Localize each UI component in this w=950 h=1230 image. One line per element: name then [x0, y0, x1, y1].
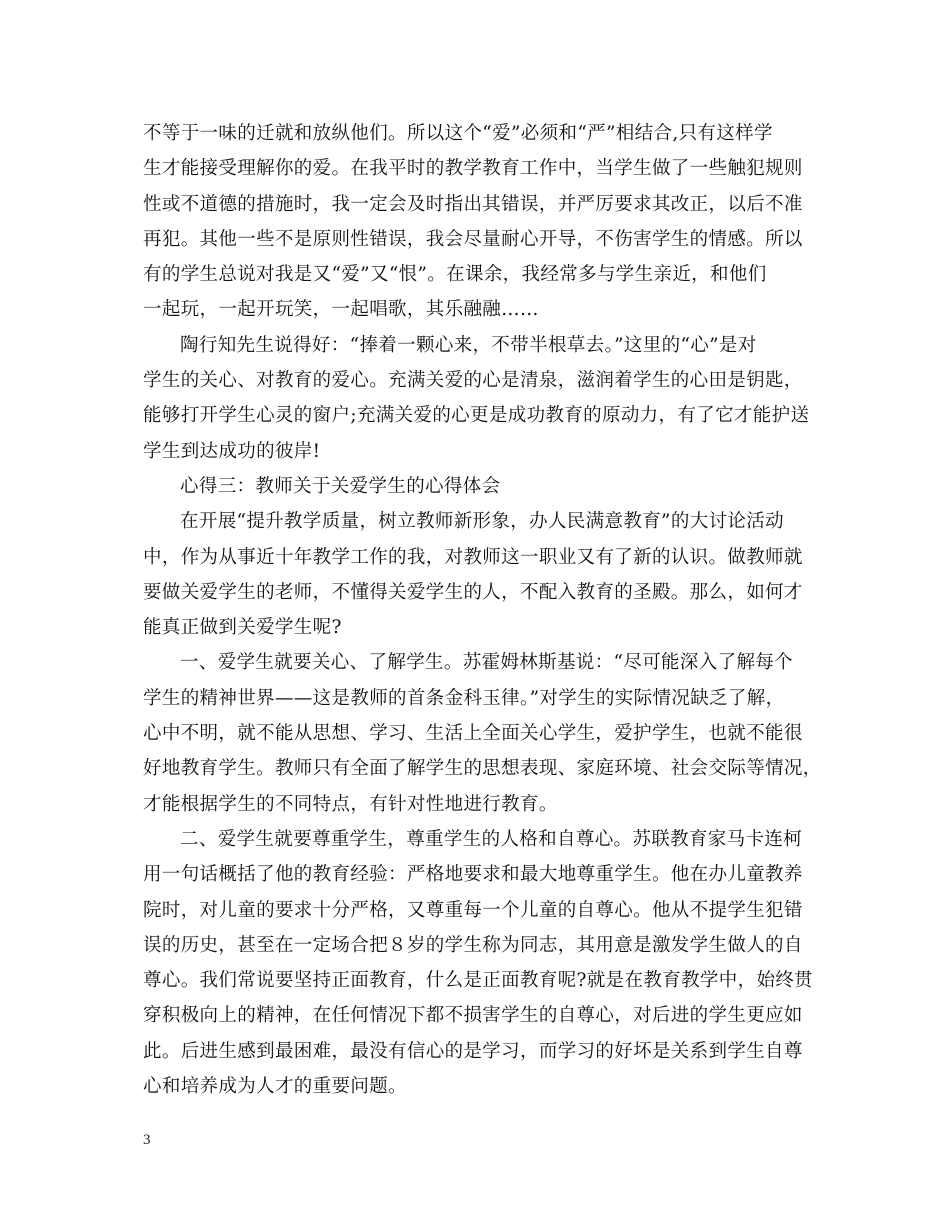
text-line: 在开展“提升教学质量，树立教师新形象，办人民满意教育”的大讨论活动: [180, 511, 784, 533]
text-line: 生才能接受理解你的爱。在我平时的教学教育工作中，当学生做了一些触犯规则: [143, 158, 803, 180]
text-line: 有的学生总说对我是又“爱”又“恨”。在课余，我经常多与学生亲近，和他们: [143, 264, 767, 286]
text-line: 能够打开学生心灵的窗户;充满关爱的心更是成功教育的原动力，有了它才能护送: [143, 405, 810, 427]
text-line: 一起玩，一起开玩笑，一起唱歌，其乐融融……: [143, 299, 539, 321]
text-line: 中，作为从事近十年教学工作的我，对教师这一职业又有了新的认识。做教师就: [143, 546, 803, 568]
text-line: 心得三：教师关于关爱学生的心得体会: [180, 475, 501, 497]
text-line: 好地教育学生。教师只有全面了解学生的思想表现、家庭环境、社会交际等情况，: [143, 758, 822, 780]
text-line: 能真正做到关爱学生呢?: [143, 617, 342, 639]
text-line: 误的历史，甚至在一定场合把８岁的学生称为同志，其用意是激发学生做人的自: [143, 934, 803, 956]
text-line: 才能根据学生的不同特点，有针对性地进行教育。: [143, 793, 558, 815]
text-line: 心中不明，就不能从思想、学习、生活上全面关心学生，爱护学生，也就不能很: [143, 723, 803, 745]
text-line: 穿积极向上的精神，在任何情况下都不损害学生的自尊心，对后进的学生更应如: [143, 1005, 803, 1027]
text-line: 院时，对儿童的要求十分严格，又尊重每一个儿童的自尊心。他从不提学生犯错: [143, 899, 803, 921]
text-line: 性或不道德的措施时，我一定会及时指出其错误，并严厉要求其改正，以后不准: [143, 193, 803, 215]
text-line: 不等于一味的迁就和放纵他们。所以这个“爱”必须和“严”相结合,只有这样学: [143, 123, 773, 144]
text-line: 要做关爱学生的老师，不懂得关爱学生的人，不配入教育的圣殿。那么，如何才: [143, 581, 803, 603]
text-line: 心和培养成为人才的重要问题。: [143, 1076, 407, 1098]
text-line: 二、爱学生就要尊重学生，尊重学生的人格和自尊心。苏联教育家马卡连柯: [180, 828, 803, 850]
text-line: 用一句话概括了他的教育经验：严格地要求和最大地尊重学生。他在办儿童教养: [143, 864, 803, 886]
page-number: 3: [143, 1132, 151, 1148]
document-body: [143, 116, 822, 1104]
text-line: 陶行知先生说得好：“捧着一颗心来，不带半根草去。”这里的“心”是对: [180, 334, 757, 356]
text-line: 一、爱学生就要关心、了解学生。苏霍姆林斯基说：“尽可能深入了解每个: [180, 652, 794, 674]
text-line: 学生的精神世界——这是教师的首条金科玉律。”对学生的实际情况缺乏了解，: [143, 687, 785, 709]
text-line: 此。后进生感到最困难，最没有信心的是学习，而学习的好坏是关系到学生自尊: [143, 1040, 803, 1062]
text-line: 尊心。我们常说要坚持正面教育，什么是正面教育呢?就是在教育教学中，始终贯: [143, 970, 814, 992]
text-line: 学生的关心、对教育的爱心。充满关爱的心是清泉，滋润着学生的心田是钥匙，: [143, 370, 803, 392]
text-line: 学生到达成功的彼岸!: [143, 440, 321, 462]
text-line: 再犯。其他一些不是原则性错误，我会尽量耐心开导，不伤害学生的情感。所以: [143, 228, 803, 250]
